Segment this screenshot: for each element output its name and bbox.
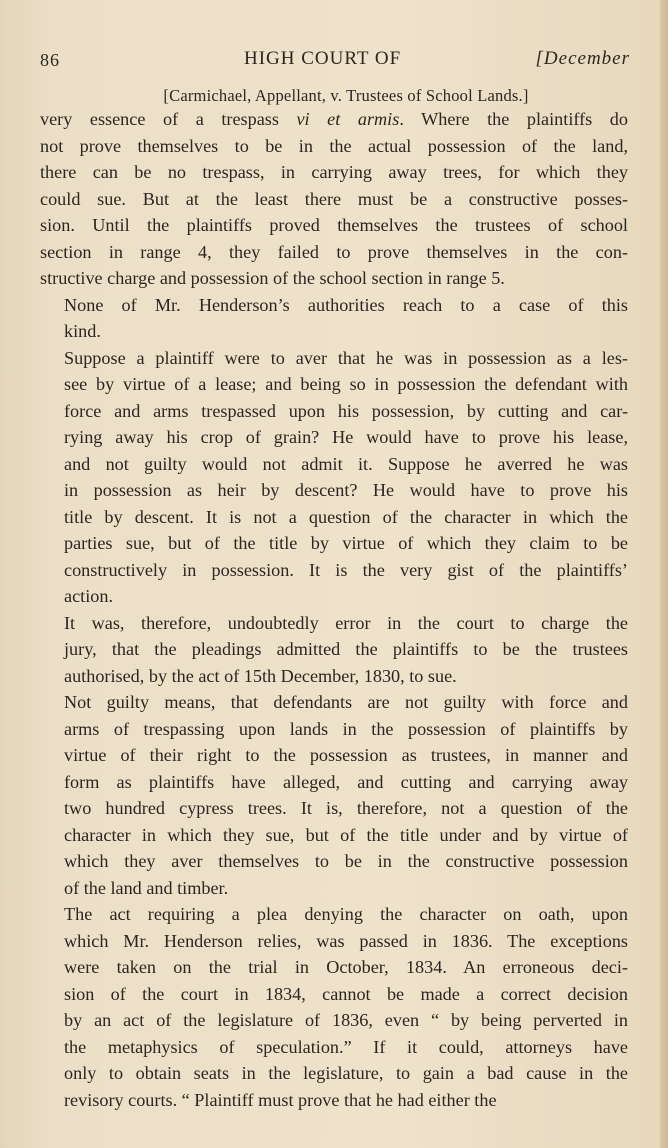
text-line: form as plaintiffs have alleged, and cutting and carrying away: [64, 771, 628, 792]
text-line: title by descent. It is not a question of the character in which the: [64, 506, 628, 527]
body-text: [40, 106, 628, 1113]
text-line: kind.: [64, 321, 101, 341]
text-line: parties sue, but of the title by virtue of which they claim to be: [64, 533, 628, 553]
text-line: action.: [64, 586, 113, 606]
text-line: jury, that the pleadings admitted the plaintiffs to be the trustees: [64, 639, 628, 659]
text-line: were taken on the trial in October, 1834. An erroneous deci-: [64, 957, 628, 977]
running-head-month: [December: [535, 48, 630, 69]
text-line: It was, therefore, undoubtedly error in the court to charge the: [64, 612, 628, 633]
text-line: authorised, by the act of 15th December, 1830, to sue.: [64, 665, 457, 686]
case-caption: [Carmichael, Appellant, v. Trustees of School Lands.]: [163, 86, 529, 105]
paragraph: [40, 292, 628, 345]
text-line: two hundred cypress trees. It is, therefore, not a question of the: [64, 798, 628, 818]
paragraph: [40, 610, 628, 690]
text-line: Suppose a plaintiff were to aver that he was in possession as a les-: [64, 347, 628, 368]
text-line: the metaphysics of speculation.” If it could, attorneys have: [64, 1036, 628, 1057]
page-header: [40, 44, 638, 76]
text-line: could sue. But at the least there must be a constructive posses-: [40, 188, 628, 209]
text-line: revisory courts. “ Plaintiff must prove that he had either the: [64, 1089, 497, 1110]
paragraph: [40, 106, 628, 292]
text-line: force and arms trespassed upon his possession, by cutting and car-: [64, 400, 628, 421]
text-line: structive charge and possession of the school section in range 5.: [40, 268, 505, 288]
text-line: there can be no trespass, in carrying away trees, for which they: [40, 162, 628, 182]
text-line: virtue of their right to the possession as trustees, in manner and: [64, 745, 628, 765]
text-line: arms of trespassing upon lands in the possession of plaintiffs by: [64, 718, 628, 739]
text-line: sion. Until the plaintiffs proved themselves the trustees of school: [40, 215, 628, 235]
text-line: which they aver themselves to be in the constructive possession: [64, 851, 628, 871]
page-edge: [660, 0, 668, 1148]
text-line: Not guilty means, that defendants are not guilty with force and: [64, 692, 628, 712]
text-line: see by virtue of a lease; and being so in possession the defendant with: [64, 374, 628, 394]
text-line: only to obtain seats in the legislature, to gain a bad cause in the: [64, 1063, 628, 1083]
text-line: which Mr. Henderson relies, was passed in 1836. The exceptions: [64, 930, 628, 951]
text-line: rying away his crop of grain? He would have to prove his lease,: [64, 427, 628, 447]
text-line: very essence of a trespass vi et armis. Where the plaintiffs do: [40, 109, 628, 129]
text-line: None of Mr. Henderson’s authorities reach to a case of this: [64, 294, 628, 315]
text-line: not prove themselves to be in the actual possession of the land,: [40, 135, 628, 156]
paragraph: [40, 689, 628, 901]
paragraph: [40, 345, 628, 610]
text-line: by an act of the legislature of 1836, even “ by being perverted in: [64, 1010, 628, 1030]
text-line: character in which they sue, but of the title under and by virtue of: [64, 824, 628, 845]
text-line: sion of the court in 1834, cannot be made a correct decision: [64, 983, 628, 1004]
text-line: The act requiring a plea denying the character on oath, upon: [64, 904, 628, 924]
text-line: constructively in possession. It is the very gist of the plaintiffs’: [64, 559, 628, 580]
paragraph: [40, 901, 628, 1113]
text-line: of the land and timber.: [64, 877, 229, 898]
page-number: 86: [40, 50, 60, 70]
text-line: in possession as heir by descent? He would have to prove his: [64, 480, 628, 500]
text-line: and not guilty would not admit it. Suppose he averred he was: [64, 453, 628, 474]
text-line: section in range 4, they failed to prove themselves in the con-: [40, 241, 628, 262]
running-head: HIGH COURT OF: [244, 48, 402, 69]
